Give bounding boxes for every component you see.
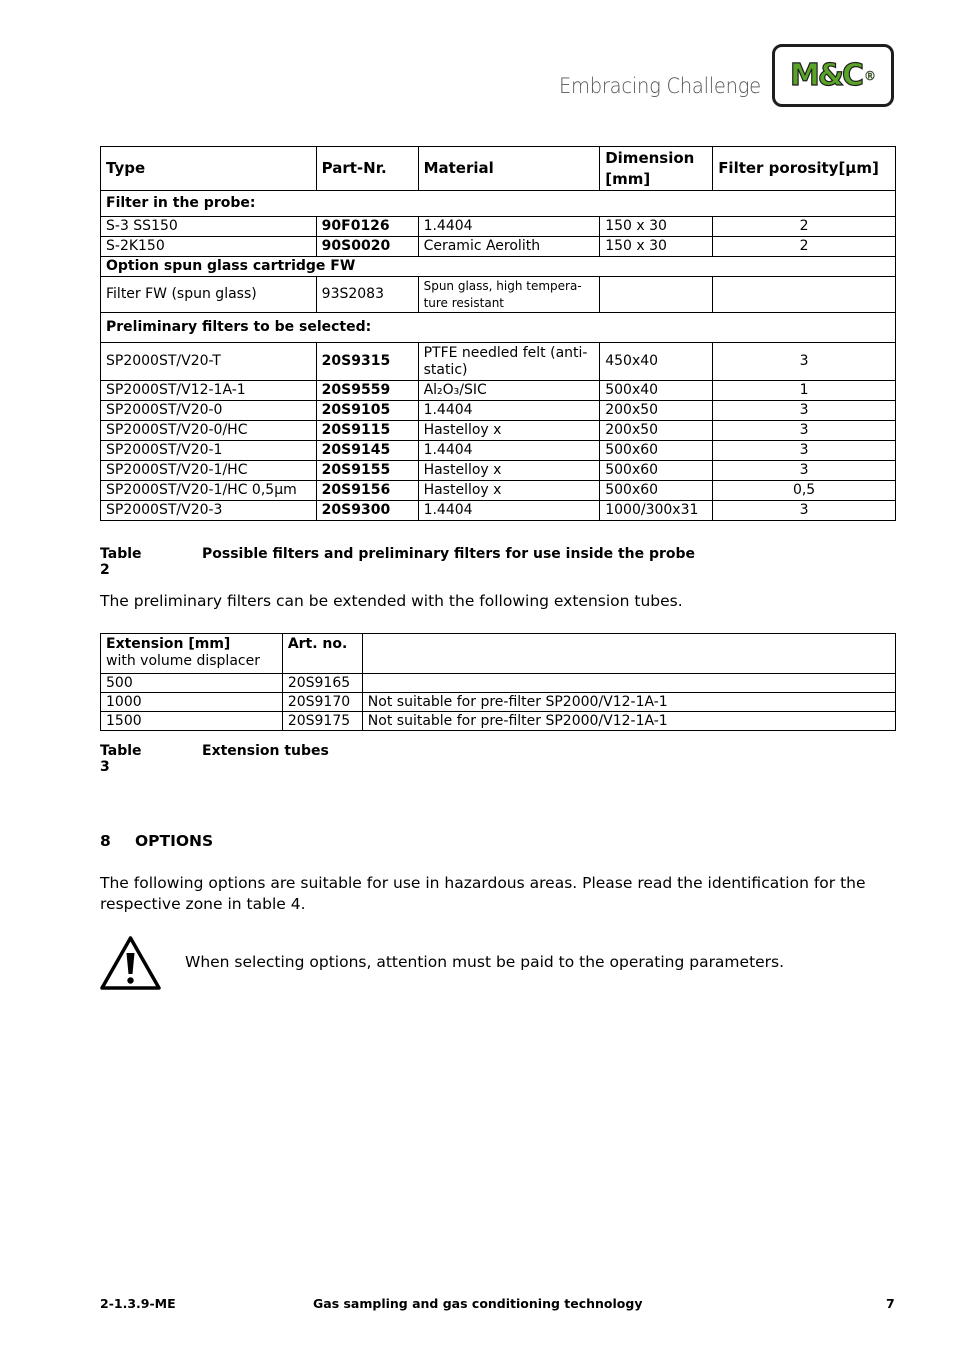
table-row (101, 481, 896, 501)
table-cell: 20S9170 (282, 693, 362, 712)
table-cell: 0,5 (713, 481, 896, 501)
header-empty (362, 634, 895, 674)
table-cell: Spun glass, high tempera-ture resistant (418, 277, 600, 313)
table-row (101, 401, 896, 421)
caption-text: Extension tubes (202, 743, 329, 759)
table-cell: Hastelloy x (418, 421, 600, 441)
company-logo (772, 44, 894, 107)
table-cell: Al₂O₃/SIC (418, 381, 600, 401)
table-cell: 500x60 (600, 441, 713, 461)
table-row (101, 712, 896, 731)
header-extension: Extension [mm] (106, 636, 231, 652)
table-row (101, 237, 896, 257)
table-cell: Hastelloy x (418, 481, 600, 501)
table-cell: 500x60 (600, 461, 713, 481)
table-cell: SP2000ST/V20-3 (101, 501, 317, 521)
logo-registered-mark: ® (864, 68, 877, 83)
table-cell (713, 277, 896, 313)
section-number: 8 (100, 832, 111, 850)
header-cell (101, 634, 283, 674)
table-cell: 20S9175 (282, 712, 362, 731)
table-cell: 500 (101, 674, 283, 693)
table-cell: 200x50 (600, 401, 713, 421)
header-tagline: Embracing Challenge (559, 74, 761, 98)
table-cell: 1.4404 (418, 441, 600, 461)
section-row (101, 257, 896, 277)
table-cell: Not suitable for pre-filter SP2000/V12-1A-1 (362, 693, 895, 712)
table-header-row (101, 147, 896, 191)
filters-table (100, 146, 896, 521)
table-cell: SP2000ST/V20-T (101, 343, 317, 381)
table-cell: 93S2083 (316, 277, 418, 313)
section-heading (100, 832, 213, 850)
table-cell: 500x40 (600, 381, 713, 401)
table-cell: 90F0126 (316, 217, 418, 237)
table-cell: SP2000ST/V20-0 (101, 401, 317, 421)
table-row (101, 693, 896, 712)
header-extension-sub: with volume displacer (106, 653, 260, 669)
table-cell: 20S9300 (316, 501, 418, 521)
header-cell: Part-Nr. (316, 147, 418, 191)
table-cell: 3 (713, 421, 896, 441)
table-cell: 3 (713, 441, 896, 461)
table-cell: 20S9155 (316, 461, 418, 481)
table-cell: 2 (713, 217, 896, 237)
table-cell: 1500 (101, 712, 283, 731)
header-cell: Material (418, 147, 600, 191)
table-cell: 20S9315 (316, 343, 418, 381)
table-cell: S-2K150 (101, 237, 317, 257)
table-cell: 1 (713, 381, 896, 401)
caption-text: Possible filters and preliminary filters for use inside the probe (202, 546, 696, 562)
table-row (101, 461, 896, 481)
table-cell: 20S9115 (316, 421, 418, 441)
table-cell (362, 674, 895, 693)
footer-title: Gas sampling and gas conditioning technology (313, 1296, 643, 1311)
table-cell: 150 x 30 (600, 237, 713, 257)
logo-text: M&C (789, 58, 863, 93)
intro-paragraph: The preliminary filters can be extended with the following extension tubes. (100, 592, 683, 610)
table-cell: PTFE needled felt (anti-static) (418, 343, 600, 381)
table-row (101, 441, 896, 461)
table-cell: 20S9559 (316, 381, 418, 401)
table-cell: 20S9145 (316, 441, 418, 461)
header-cell: Filter porosity[μm] (713, 147, 896, 191)
warning-text: When selecting options, attention must be paid to the operating parameters. (185, 953, 785, 971)
table-row (101, 674, 896, 693)
table-cell: Not suitable for pre-filter SP2000/V12-1A-1 (362, 712, 895, 731)
table-cell: 90S0020 (316, 237, 418, 257)
table-cell: 200x50 (600, 421, 713, 441)
table-cell: SP2000ST/V20-1/HC 0,5μm (101, 481, 317, 501)
table-cell: Hastelloy x (418, 461, 600, 481)
table-cell: SP2000ST/V20-1/HC (101, 461, 317, 481)
table-cell: 20S9105 (316, 401, 418, 421)
table-row (101, 421, 896, 441)
footer-doc-id: 2-1.3.9-ME (100, 1296, 176, 1311)
table-cell: 150 x 30 (600, 217, 713, 237)
header-cell: Dimension [mm] (600, 147, 713, 191)
table-cell: 20S9156 (316, 481, 418, 501)
table-cell: SP2000ST/V12-1A-1 (101, 381, 317, 401)
section-title: Option spun glass cartridge FW (101, 257, 896, 277)
table-cell (600, 277, 713, 313)
section-row (101, 191, 896, 217)
table-cell: 500x60 (600, 481, 713, 501)
table-cell: 3 (713, 461, 896, 481)
table-cell: 20S9165 (282, 674, 362, 693)
table-cell: 1.4404 (418, 501, 600, 521)
footer-page-number: 7 (886, 1296, 895, 1311)
table-cell: S-3 SS150 (101, 217, 317, 237)
table-cell: 1.4404 (418, 217, 600, 237)
table-cell: SP2000ST/V20-0/HC (101, 421, 317, 441)
table-header-row (101, 634, 896, 674)
table-cell: 1000/300x31 (600, 501, 713, 521)
caption-number: Table 3 (100, 743, 142, 775)
table-cell: Ceramic Aerolith (418, 237, 600, 257)
table-cell: 3 (713, 501, 896, 521)
table-cell: 3 (713, 343, 896, 381)
extension-tubes-table (100, 633, 896, 731)
table-cell: Filter FW (spun glass) (101, 277, 317, 313)
header-cell: Type (101, 147, 317, 191)
caption-number: Table 2 (100, 546, 142, 578)
table-row (101, 343, 896, 381)
section-title: Filter in the probe: (101, 191, 896, 217)
table-cell: 1000 (101, 693, 283, 712)
header-art-no: Art. no. (282, 634, 362, 674)
warning-icon (99, 934, 162, 991)
table-cell: SP2000ST/V20-1 (101, 441, 317, 461)
table-row (101, 277, 896, 313)
table-row (101, 217, 896, 237)
table-row (101, 501, 896, 521)
section-title: Preliminary filters to be selected: (101, 313, 896, 343)
table-cell: 2 (713, 237, 896, 257)
table-row (101, 381, 896, 401)
section-title: OPTIONS (135, 832, 214, 850)
table-cell: 450x40 (600, 343, 713, 381)
options-paragraph: The following options are suitable for use in hazardous areas. Please read the identification for the respective zone in table 4. (100, 874, 866, 913)
table-cell: 1.4404 (418, 401, 600, 421)
table-cell: 3 (713, 401, 896, 421)
section-row (101, 313, 896, 343)
